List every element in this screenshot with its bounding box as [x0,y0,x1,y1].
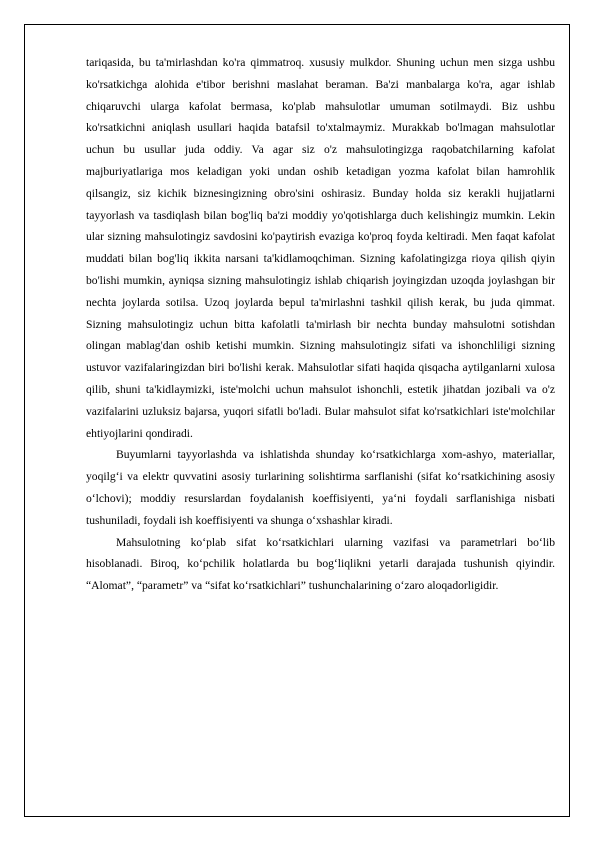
paragraph-1: tariqasida, bu ta'mirlashdan ko'ra qimmatroq. xususiy mulkdor. Shuning uchun men sizga ushbu ko'rsatkichga alohida e'tibor berishni maslahat beraman. Ba'zi manbalarga ko'ra, agar ishlab chiqaruvchi ularga kafolat bermasa, ko'plab mahsulotlar umuman sotilmaydi. Biz ushbu ko'rsatkichni aniqlash usullari haqida batafsil to'xtalmaymiz. Murakkab bo'lmagan mahsulotlar uchun bu usullar juda oddiy. Va agar siz o'z mahsulotingizga raqobatchilarning kafolat majburiyatlariga mos keladigan yoki undan oshib ketadigan yozma kafolat bilan hamrohlik qilsangiz, siz kichik biznesingizning obro'sini oshirasiz. Bunday holda siz kerakli hujjatlarni tayyorlash va tasdiqlash bilan bog'liq ba'zi moddiy yo'qotishlarga duch kelishingiz mumkin. Lekin ular sizning mahsulotingiz savdosini ko'paytirish evaziga ko'proq foyda keltiradi. Men faqat kafolat muddati bilan bog'liq ikkita narsani ta'kidlamoqchiman. Sizning kafolatingizga rioya qilish qiyin bo'lishi mumkin, ayniqsa sizning mahsulotingiz ishlab chiqarish joyingizdan uzoqda joylashgan bir nechta joylarda sotilsa. Uzoq joylarda bepul ta'mirlashni tashkil qilish kerak, bu juda qimmat. Sizning mahsulotingiz uchun bitta kafolatli ta'mirlash bir nechta bunday mahsulotni sotishdan olingan mablag'dan oshib ketishi mumkin. Sizning mahsulotingiz sifati va ishonchliligi sizning ustuvor vazifalaringizdan biri bo'lishi kerak. Mahsulotlar sifati haqida qisqacha aytilganlarni xulosa qilib, shuni ta'kidlaymizki, iste'molchi uchun mahsulot ishonchli, estetik jihatdan jozibali va o'z vazifalarini uzluksiz bajarsa, yuqori sifatli bo'ladi. Bular mahsulot sifat ko'rsatkichlari iste'molchilar ehtiyojlarini qondiradi. [86,56,555,440]
paragraph-3: Mahsulotning ko‘plab sifat ko‘rsatkichlari ularning vazifasi va parametrlari bo‘lib hisoblanadi. Biroq, ko‘pchilik holatlarda bu bog‘liqlikni yetarli darajada tushunish qiyindir. “Alomat”, “parametr” va “sifat ko‘rsatkichlari” tushunchalarining o‘zaro aloqadorligidir. [86,535,555,593]
document-body [86,52,555,597]
paragraph-2: Buyumlarni tayyorlashda va ishlatishda shunday ko‘rsatkichlarga xom-ashyo, materiallar, yoqilg‘i va elektr quvvatini asosiy turlarining solishtirma sarflanishi (sifat ko‘rsatkichining asosiy o‘lchovi); moddiy resurslardan foydalanish koeffisiyenti, ya‘ni foydali sarflanishiga nisbati tushuniladi, foydali ish koeffisiyenti va shunga o‘xshashlar kiradi. [86,448,555,527]
